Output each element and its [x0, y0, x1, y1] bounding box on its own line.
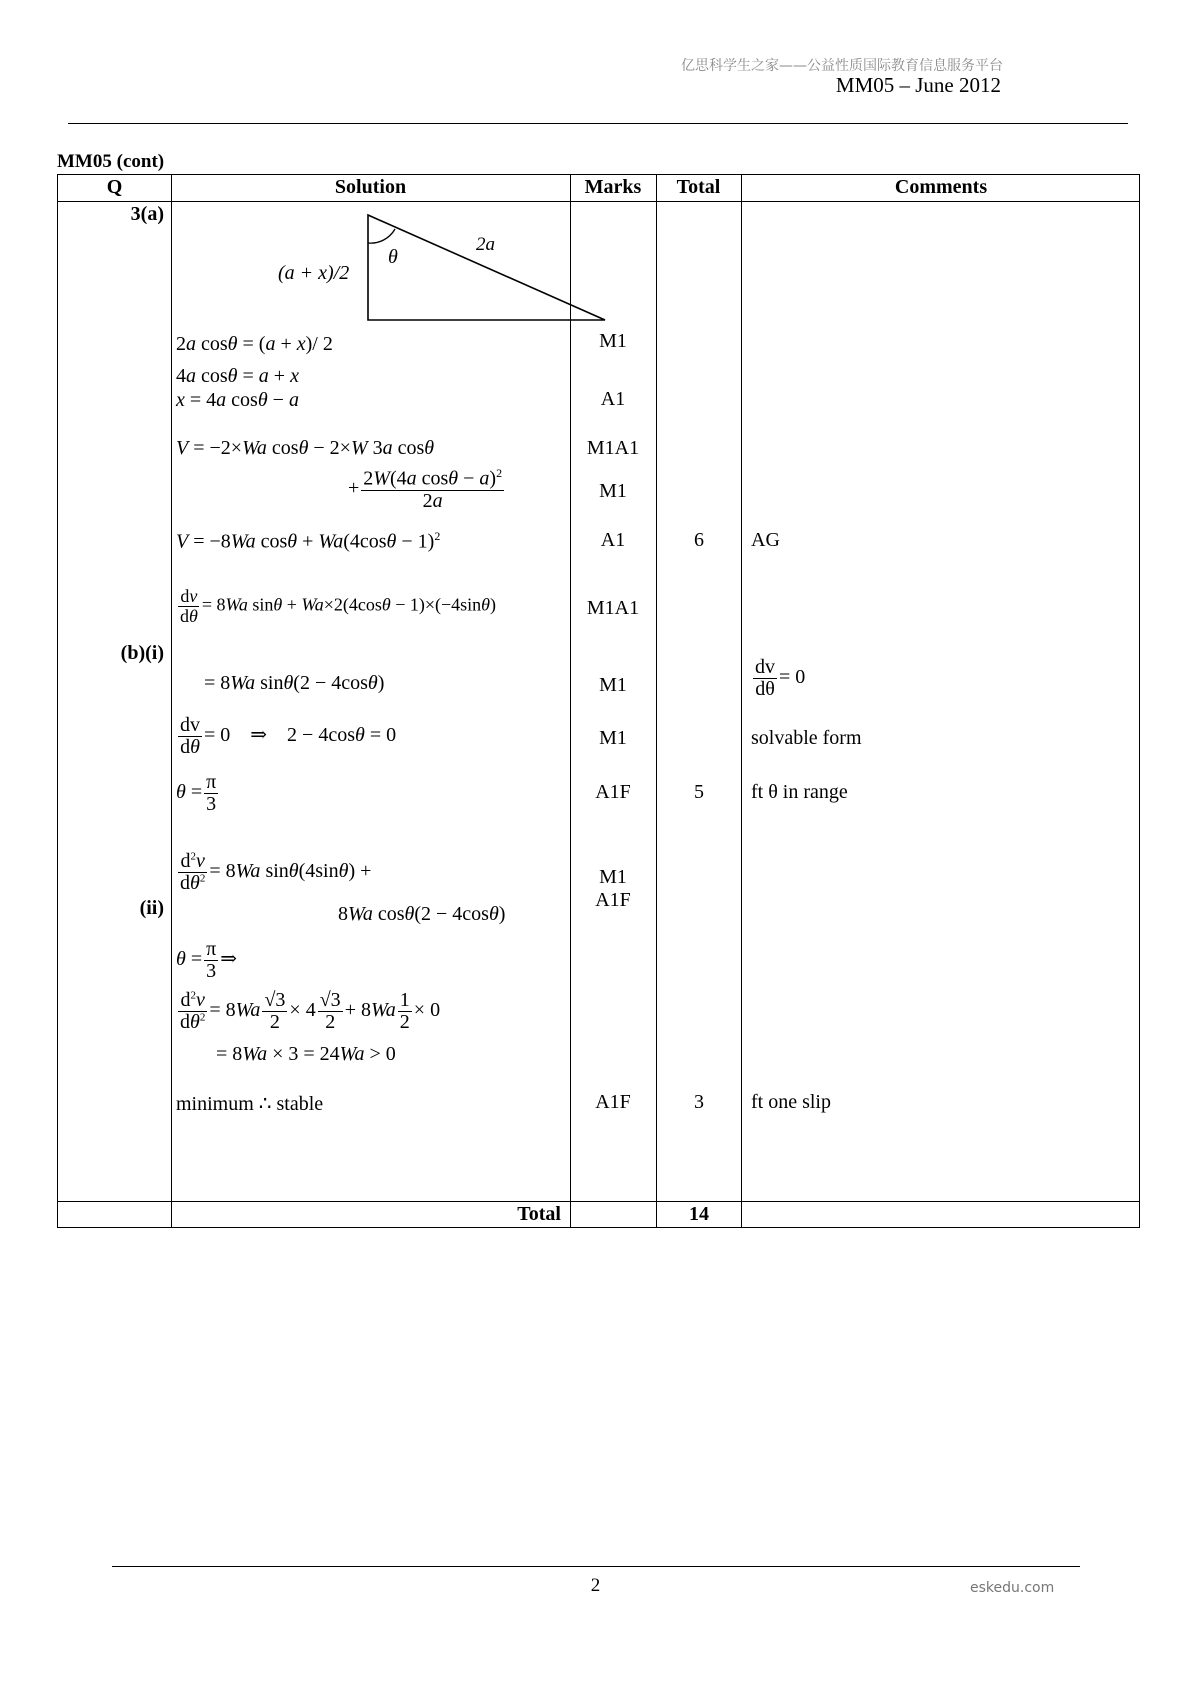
mark-cell: M1 — [599, 330, 627, 352]
page-number: 2 — [590, 1575, 601, 1596]
mark-cell: A1F — [595, 781, 631, 803]
comment-dvdt-den: dθ — [755, 678, 775, 700]
mark-cell: A1F — [595, 1091, 631, 1113]
document-header-title: MM05 – June 2012 — [835, 73, 1001, 97]
watermark-text: 亿思科学生之家——公益性质国际教育信息服务平台 — [681, 58, 1003, 74]
solution-line: θ = $\frac{\pi}{3}$ — [176, 771, 217, 815]
total-cell: 6 — [694, 529, 704, 551]
total-cell: 3 — [694, 1091, 704, 1113]
header-q: Q — [106, 176, 123, 198]
solution-line: V = −2×Wa cosθ − 2×W 3a cosθ — [176, 437, 435, 459]
comment-dvdt-rhs: = 0 — [779, 666, 806, 689]
header-comments: Comments — [894, 176, 988, 198]
site-watermark: eskedu.com — [970, 1580, 1055, 1596]
comment-cell: AG — [751, 529, 780, 551]
solution-line: = 8Wa × 3 = 24Wa > 0 — [216, 1043, 396, 1065]
q-label-3a: 3(a) — [130, 203, 164, 225]
header-rule — [68, 123, 1128, 124]
mark-cell: A1 — [600, 529, 626, 551]
solution-line: x = 4a cosθ − a — [176, 389, 299, 411]
mark-cell: A1F — [595, 889, 631, 911]
comment-cell: ft θ in range — [751, 781, 848, 803]
q-label-3bii: (ii) — [139, 897, 164, 919]
grand-total: 14 — [689, 1203, 709, 1225]
total-cell: 5 — [694, 781, 704, 803]
solution-line: 4a cosθ = a + x — [176, 365, 299, 387]
comment-cell: ft one slip — [751, 1091, 831, 1113]
q-label-3bi: (b)(i) — [120, 642, 164, 664]
total-label: Total — [517, 1203, 561, 1225]
header-total: Total — [676, 176, 721, 198]
header-marks: Marks — [584, 176, 642, 198]
header-solution: Solution — [334, 176, 407, 198]
solution-conclusion: minimum ∴ stable — [176, 1093, 324, 1115]
mark-scheme-table — [57, 174, 1140, 1228]
diagram-side-label: (a + x)/2 — [278, 262, 350, 284]
solution-line: V = −8Wa $\cos\theta + Wa(4\cos\theta - 1)^2$ — [176, 529, 441, 553]
solution-line: θ = $\frac{\pi}{3}$ ⇒ — [176, 938, 237, 982]
mark-cell: M1 — [599, 727, 627, 749]
mark-cell: M1A1 — [586, 437, 640, 459]
footer-rule — [112, 1566, 1080, 1567]
section-title: MM05 (cont) — [57, 151, 165, 172]
solution-line: 2a cosθ = (a + x)/ 2 — [176, 333, 333, 355]
solution-line: $\frac{dv}{d\theta}$ = 8Wa sinθ + Wa×2(4cosθ − 1)×(−4sinθ) — [180, 586, 496, 626]
solution-line: 8Wa cosθ(2 − 4cosθ) — [338, 903, 506, 925]
diagram-angle-label: θ — [388, 246, 398, 268]
mark-cell: M1 — [599, 480, 627, 502]
comment-dvdt-num: dv — [755, 656, 775, 678]
solution-line: $\frac{d^2v}{d\theta^2}$ = 8Wa $\frac{√3}{2}$ × 4 $\frac{√3}{2}$ + 8Wa $\frac{1}{2}$ × 0 — [180, 989, 441, 1033]
diagram-hyp-label: 2a — [476, 234, 495, 255]
solution-line: $\frac{d^2v}{d\theta^2}$ = 8Wa sinθ(4sinθ) + — [180, 850, 372, 894]
triangle-diagram — [208, 205, 608, 335]
solution-line: $\frac{dv}{d\theta}$ = 0 ⇒ 2 − 4cosθ = 0 — [180, 714, 397, 758]
mark-cell: M1A1 — [586, 597, 640, 619]
mark-cell: A1 — [600, 388, 626, 410]
comment-cell — [751, 657, 805, 700]
solution-line: + $\frac{2W(4a \cos\theta - a)^2}{2a}$ — [348, 466, 503, 512]
comment-cell: solvable form — [751, 727, 862, 749]
mark-cell: M1 — [599, 866, 627, 888]
mark-cell: M1 — [599, 674, 627, 696]
solution-line: = 8Wa sinθ(2 − 4cosθ) — [204, 672, 385, 694]
